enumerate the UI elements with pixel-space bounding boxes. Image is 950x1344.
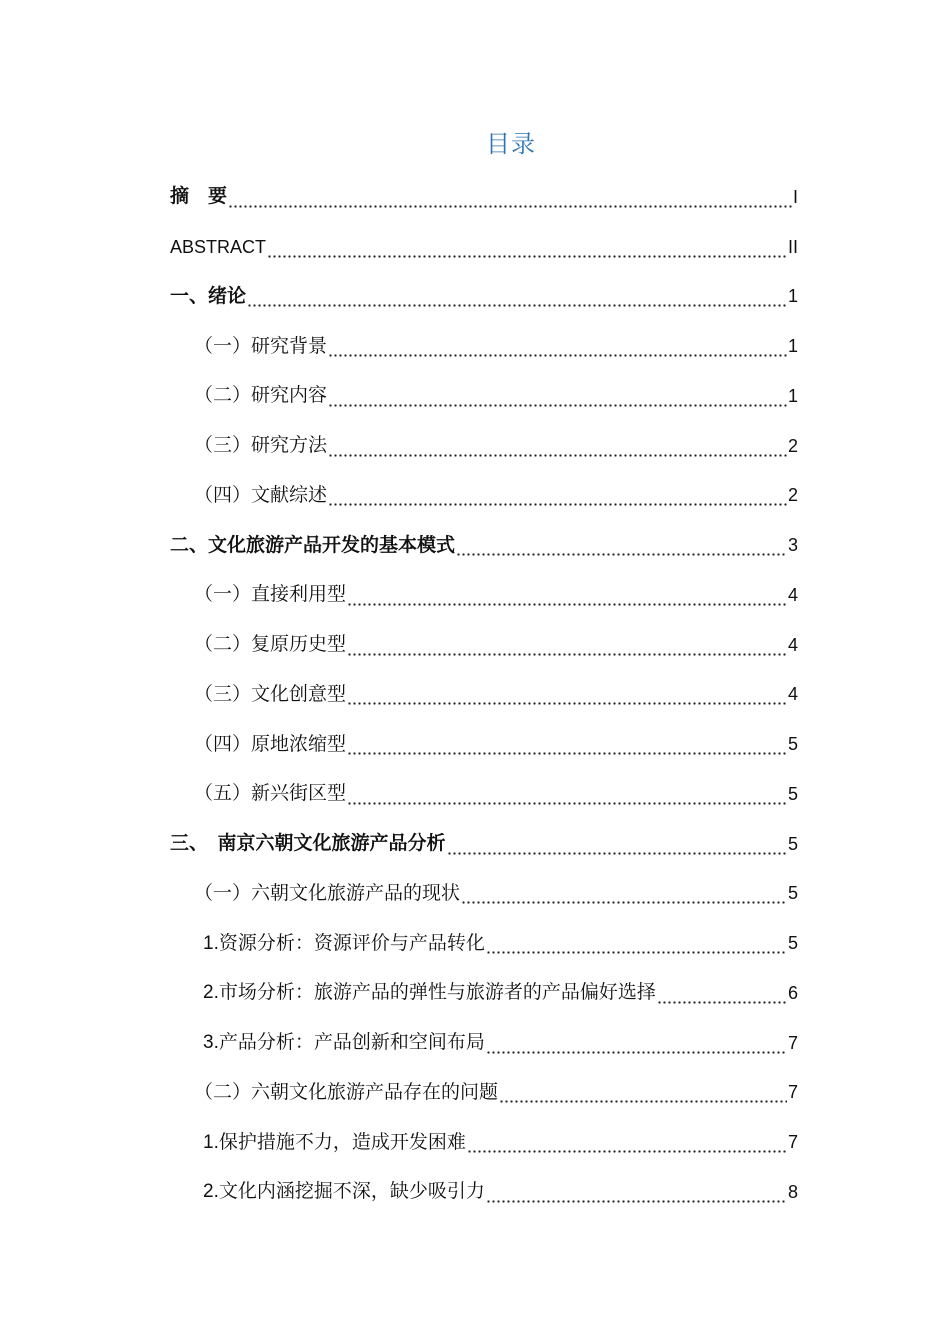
toc-leader-dots [267, 239, 787, 259]
toc-entry[interactable] [170, 1018, 798, 1068]
toc-entry-title: （五）新兴街区型 [194, 783, 347, 805]
toc-entry-title: 1.保护措施不力，造成开发困难 [203, 1131, 466, 1153]
toc-entry-title: （一）研究背景 [194, 335, 328, 357]
toc-leader-dots [486, 935, 787, 955]
toc-entry[interactable] [170, 719, 798, 769]
toc-entry-page-number: 6 [787, 982, 798, 1003]
toc-leader-dots [328, 338, 787, 358]
toc-entry-page-number: 5 [787, 933, 798, 954]
toc-leader-dots [328, 388, 787, 408]
toc-entry-page-number: 1 [787, 336, 798, 357]
toc-leader-dots [461, 885, 787, 905]
toc-leader-dots [347, 587, 787, 607]
toc-leader-dots [486, 1035, 787, 1055]
toc-entry-title: （三）研究方法 [194, 435, 328, 457]
toc-entry[interactable] [170, 570, 798, 620]
toc-leader-dots [456, 537, 787, 557]
toc-entry[interactable] [170, 819, 798, 869]
toc-entry-title: （四）原地浓缩型 [194, 733, 347, 755]
toc-title: 目录 [486, 130, 536, 158]
toc-entry-page-number: 5 [787, 833, 798, 854]
toc-entry[interactable] [170, 968, 798, 1018]
toc-entry[interactable] [170, 421, 798, 471]
toc-entry-title: 三、 南京六朝文化旅游产品分析 [170, 833, 446, 855]
toc-leader-dots [657, 985, 787, 1005]
toc-leader-dots [347, 637, 787, 657]
toc-entry[interactable] [170, 520, 798, 570]
toc-entry-page-number: 5 [787, 734, 798, 755]
toc-entry-page-number: II [787, 236, 798, 257]
toc-entry-page-number: 5 [787, 883, 798, 904]
toc-entry-page-number: 5 [787, 783, 798, 804]
toc-leader-dots [467, 1134, 787, 1154]
toc-entry-title: 一、绪论 [170, 285, 247, 307]
toc-entry[interactable] [170, 918, 798, 968]
toc-entry-page-number: 4 [787, 634, 798, 655]
toc-entry-page-number: 3 [787, 535, 798, 556]
toc-leader-dots [228, 189, 792, 209]
toc-entry-page-number: 1 [787, 286, 798, 307]
toc-entry-page-number: 7 [787, 1082, 798, 1103]
toc-entry[interactable] [170, 620, 798, 670]
toc-entry[interactable] [170, 471, 798, 521]
toc-entry[interactable] [170, 869, 798, 919]
toc-entry[interactable] [170, 222, 798, 272]
toc-entry[interactable] [170, 172, 798, 222]
toc-entry-title: ABSTRACT [170, 236, 267, 257]
toc-entry-title: 摘 要 [170, 186, 228, 208]
toc-entry-title: 2.文化内涵挖掘不深，缺少吸引力 [203, 1181, 485, 1203]
toc-leader-dots [328, 487, 787, 507]
toc-leader-dots [347, 686, 787, 706]
toc-entry-page-number: 2 [787, 485, 798, 506]
toc-entry-page-number: I [792, 186, 798, 207]
toc-entry[interactable] [170, 272, 798, 322]
toc-leader-dots [347, 786, 787, 806]
toc-entry-page-number: 7 [787, 1032, 798, 1053]
toc-entry[interactable] [170, 1167, 798, 1217]
toc-entry-page-number: 8 [787, 1181, 798, 1202]
toc-entry-title: 3.产品分析：产品创新和空间布局 [203, 1032, 485, 1054]
toc-entry-title: （二）复原历史型 [194, 634, 347, 656]
toc-entry-title: （一）六朝文化旅游产品的现状 [194, 882, 461, 904]
toc-entry-page-number: 7 [787, 1132, 798, 1153]
toc-entry[interactable] [170, 321, 798, 371]
toc-entry-page-number: 4 [787, 684, 798, 705]
toc-list [170, 172, 798, 1217]
toc-entry-title: （四）文献综述 [194, 484, 328, 506]
toc-entry-title: 1.资源分析：资源评价与产品转化 [203, 932, 485, 954]
toc-entry-title: （二）六朝文化旅游产品存在的问题 [194, 1081, 499, 1103]
toc-leader-dots [247, 288, 787, 308]
toc-leader-dots [447, 836, 787, 856]
toc-entry[interactable] [170, 371, 798, 421]
toc-entry-page-number: 1 [787, 385, 798, 406]
toc-leader-dots [347, 736, 787, 756]
toc-entry[interactable] [170, 670, 798, 720]
toc-entry[interactable] [170, 769, 798, 819]
toc-entry-title: 2.市场分析：旅游产品的弹性与旅游者的产品偏好选择 [203, 982, 656, 1004]
toc-entry-title: （三）文化创意型 [194, 683, 347, 705]
toc-leader-dots [486, 1184, 787, 1204]
toc-entry-title: 二、文化旅游产品开发的基本模式 [170, 534, 456, 556]
toc-leader-dots [499, 1084, 787, 1104]
toc-entry[interactable] [170, 1068, 798, 1118]
toc-entry-page-number: 2 [787, 435, 798, 456]
toc-entry-page-number: 4 [787, 584, 798, 605]
toc-entry-title: （一）直接利用型 [194, 584, 347, 606]
toc-leader-dots [328, 438, 787, 458]
toc-entry[interactable] [170, 1117, 798, 1167]
toc-entry-title: （二）研究内容 [194, 385, 328, 407]
